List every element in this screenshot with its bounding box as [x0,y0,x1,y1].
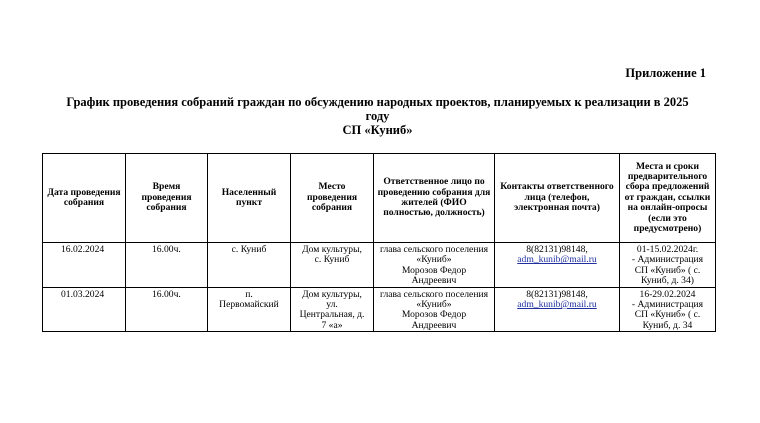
title-line-2: году [365,109,390,123]
cell-collection-places [620,243,716,288]
header-settlement: Населенный пункт [208,154,291,243]
email-link[interactable]: adm_kunib@mail.ru [517,254,597,266]
cell-date: 16.02.2024 [43,243,126,288]
person-line: «Куниб» [416,254,452,266]
cell-settlement [208,287,291,332]
person-line: «Куниб» [416,299,452,311]
cell-time: 16.00ч. [126,287,208,332]
header-place: Место проведения собрания [291,154,374,243]
document-title [40,95,715,137]
meetings-table [42,153,716,332]
collection-line: СП «Куниб» ( с. [634,264,701,276]
title-line-1: График проведения собраний граждан по обсуждению народных проектов, планируемых к реализации в 2025 [66,95,689,109]
header-contacts: Контакты ответственного лица (телефон, электронная почта) [495,154,620,243]
email-link[interactable]: adm_kunib@mail.ru [517,299,597,311]
person-line: глава сельского поселения [380,244,488,255]
collection-line: - Администрация [631,254,704,266]
cell-collection-places [620,287,716,332]
cell-place [291,287,374,332]
header-collection-places: Места и сроки предварительного сбора предложений от граждан, ссылки на онлайн-опросы (если это предусмотрено) [620,154,716,243]
header-responsible-person: Ответственное лицо по проведению собрания для жителей (ФИО полностью, должность) [374,154,495,243]
cell-responsible-person [374,287,495,332]
cell-contacts [495,243,620,288]
table-row [43,287,716,332]
cell-settlement: с. Куниб [208,243,291,288]
header-time: Время проведения собрания [126,154,208,243]
place-line: Дом культуры, [302,244,362,255]
person-line: Андреевич [411,319,457,331]
person-line: глава сельского поселения [380,288,488,300]
collection-line: СП «Куниб» ( с. [634,309,701,321]
phone-number: 8(82131)98148, [526,244,588,255]
cell-responsible-person [374,243,495,288]
cell-date: 01.03.2024 [43,287,126,332]
table-row [43,243,716,288]
cell-time: 16.00ч. [126,243,208,288]
cell-place [291,243,374,288]
collection-line: 01-15.02.2024г. [636,244,699,255]
collection-line: Куниб, д. 34 [642,319,693,331]
place-line: Центральная, д. [299,309,365,321]
person-line: Морозов Федор [401,309,467,321]
person-line: Морозов Федор [401,264,467,276]
header-date: Дата проведения собрания [43,154,126,243]
place-line: ул. [326,299,338,311]
collection-line: Куниб, д. 34) [641,275,694,287]
collection-line: 16-29.02.2024 [639,288,696,300]
place-line: с. Куниб [314,254,350,266]
place-line: 7 «а» [321,319,343,331]
title-line-3: СП «Куниб» [342,123,413,137]
appendix-label: Приложение 1 [625,66,706,80]
cell-contacts [495,287,620,332]
table-header-row [43,154,716,243]
settlement-line: Первомайский [219,299,279,311]
collection-line: - Администрация [631,299,704,311]
phone-number: 8(82131)98148, [526,288,588,300]
person-line: Андреевич [411,275,457,287]
settlement-line: п. [245,288,253,300]
place-line: Дом культуры, [302,288,362,300]
